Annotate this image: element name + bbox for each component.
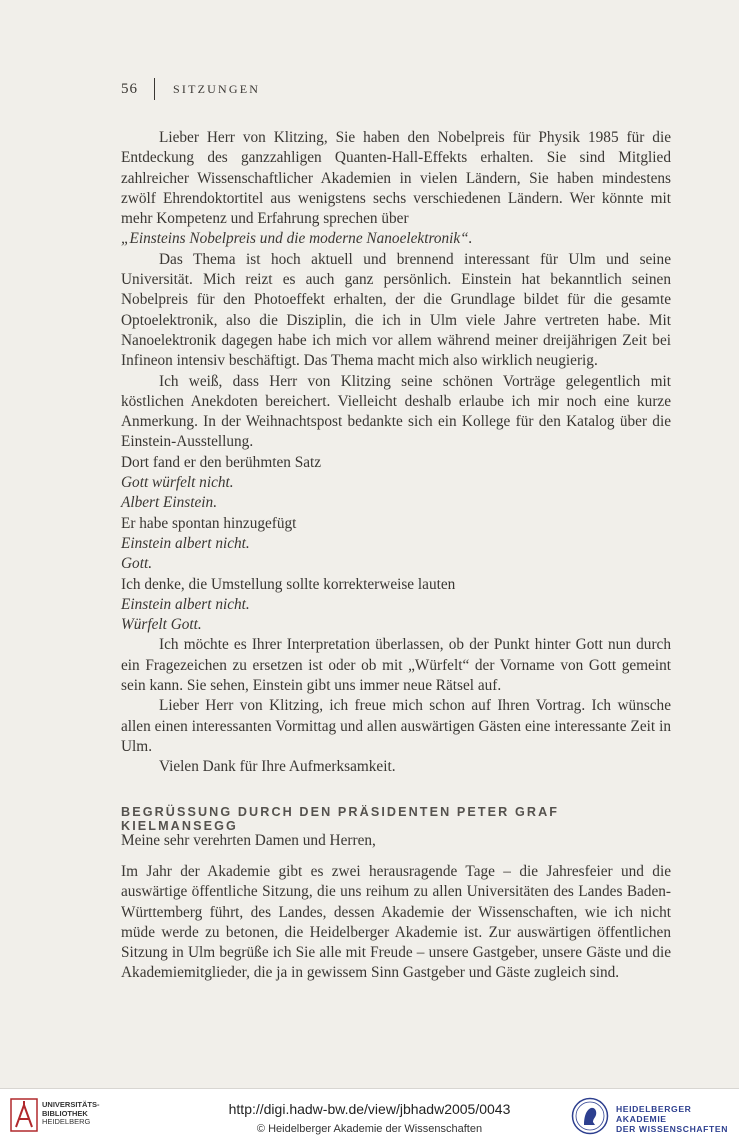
quote-line: Gott würfelt nicht. xyxy=(121,474,234,492)
text-line: Ich denke, die Umstellung sollte korrekterweise lauten xyxy=(121,575,456,593)
permalink-url[interactable]: http://digi.hadw-bw.de/view/jbhadw2005/0043 xyxy=(228,1101,511,1117)
copyright-notice: © Heidelberger Akademie der Wissenschaften xyxy=(256,1123,483,1135)
library-name[interactable]: UNIVERSITÄTS- BIBLIOTHEK HEIDELBERG xyxy=(42,1100,100,1126)
speech-text xyxy=(121,128,671,778)
salutation xyxy=(121,831,671,851)
paragraph: Im Jahr der Akademie gibt es zwei herausragende Tage – die Jahresfeier und die auswärtige öffentliche Sitzung, die uns reihum zu allen Universitäten des Landes Baden-Württemberg führt, des Landes, dessen Akademie der Wissenschaften, wie ich nicht müde werde zu betonen, die Heidelberger Akademie ist. Zur auswärtigen öffentlichen Sitzung in Ulm begrüße ich Sie alle mit Freude – unsere Gastgeber, unsere Gäste und die Akademiemitglieder, die ja in gewissem Sinn Gastgeber und Gäste zugleich sind. xyxy=(121,863,671,982)
paragraph: Vielen Dank für Ihre Aufmerksamkeit. xyxy=(159,758,396,776)
salutation-text: Meine sehr verehrten Damen und Herren, xyxy=(121,832,376,849)
paragraph: Lieber Herr von Klitzing, ich freue mich schon auf Ihren Vortrag. Ich wünsche allen einen interessanten Vormittag und allen auswärtigen Gästen eine interessante Zeit in Ulm. xyxy=(121,697,671,755)
section-heading: BEGRÜSSUNG DURCH DEN PRÄSIDENTEN PETER GRAF KIELMANSEGG xyxy=(121,805,560,833)
header-divider xyxy=(154,78,155,100)
quote-line: Gott. xyxy=(121,555,153,573)
text-line: Dort fand er den berühmten Satz xyxy=(121,453,322,471)
text-line: Er habe spontan hinzugefügt xyxy=(121,514,297,532)
quote-line: Einstein albert nicht. xyxy=(121,595,250,613)
paragraph: Lieber Herr von Klitzing, Sie haben den Nobelpreis für Physik 1985 für die Entdeckung des ganzzahligen Quanten-Hall-Effekts erhalten. Sie sind Mitglied zahlreicher Wissenschaftlicher Akademien in vielen Ländern, Sie haben mindestens zwölf Ehrendoktortitel aus wenigstens sechs verschiedenen Ländern. Wer könnte mit mehr Kompetenz und Erfahrung sprechen über xyxy=(121,129,671,228)
viewer-footer xyxy=(0,1088,739,1142)
hadw-seal-icon[interactable] xyxy=(571,1097,609,1135)
greeting-text xyxy=(121,862,671,984)
paragraph: Das Thema ist hoch aktuell und brennend interessant für Ulm und seine Universität. Mich reizt es auch ganz persönlich. Einstein hat bekanntlich seinen Nobelpreis für den Photoeffekt erhalten, der die Grundlage bildet für die gesamte Optoelektronik, also die Disziplin, die ich in Ulm viele Jahre vertreten habe. Mit Nanoelektronik dagegen habe ich mich vor allem während meiner dreijährigen Zeit bei Infineon intensiv beschäftigt. Das Thema macht mich also wirklich neugierig. xyxy=(121,250,671,370)
lecture-title: „Einsteins Nobelpreis und die moderne Nanoelektronik“. xyxy=(121,230,473,248)
quote-line: Albert Einstein. xyxy=(121,494,218,512)
paragraph: Ich weiß, dass Herr von Klitzing seine schönen Vorträge gelegentlich mit köstlichen Anekdoten bereichert. Vielleicht deshalb erlaube ich mir noch eine kurze Anmerkung. In der Weihnachtspost bedankte sich ein Kollege für den Katalog über die Einstein-Ausstellung. xyxy=(121,372,671,451)
academy-name[interactable]: HEIDELBERGER AKADEMIE DER WISSENSCHAFTEN xyxy=(616,1104,729,1134)
running-head xyxy=(121,78,260,100)
page-number: 56 xyxy=(121,80,138,97)
section-title: SITZUNGEN xyxy=(173,81,261,96)
paragraph: Ich möchte es Ihrer Interpretation überlassen, ob der Punkt hinter Gott nun durch ein Fragezeichen zu ersetzen ist oder ob mit „Würfelt“ der Vorname von Gott gemeint sein kann. Sie sehen, Einstein gibt uns immer neue Rätsel auf. xyxy=(121,636,671,695)
quote-line: Einstein albert nicht. xyxy=(121,534,250,552)
quote-line: Würfelt Gott. xyxy=(121,616,202,634)
